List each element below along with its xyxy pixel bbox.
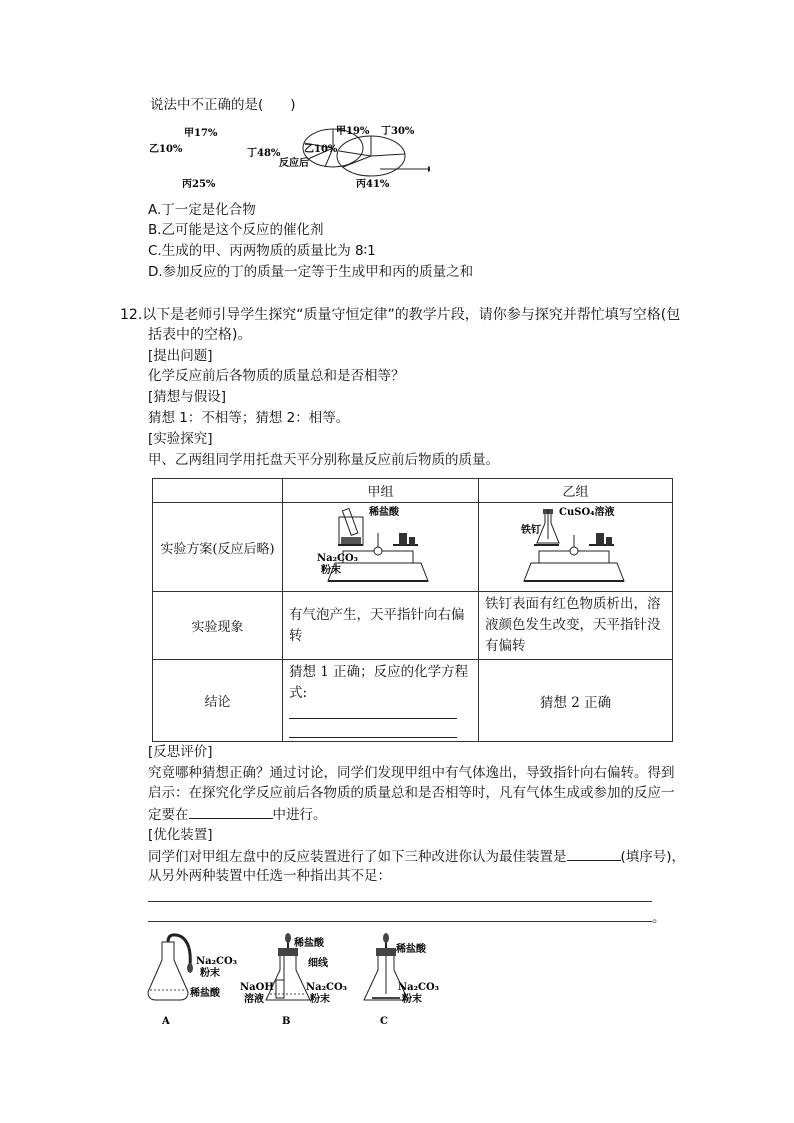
reflect-line3-a: 定要在 — [148, 807, 189, 823]
question-text: 化学反应前后各物质的质量总和是否相等？ — [148, 368, 405, 384]
device-a-powder: Na₂CO₃ — [196, 956, 238, 967]
heading-experiment: [实验探究] — [148, 431, 213, 447]
header-jia: 甲组 — [283, 479, 479, 503]
pie-after-label: 甲19% — [336, 126, 370, 137]
q11-option-a: A.丁一定是化合物 — [148, 202, 256, 218]
answer-line-2[interactable] — [148, 921, 652, 922]
q12-intro-line1: 12.以下是老师引导学生探究“质量守恒定律”的教学片段，请你参与探究并帮忙填写空格(包 — [120, 307, 681, 323]
row-phenomenon-label: 实验现象 — [153, 592, 283, 660]
jia-balance-figure — [283, 503, 478, 587]
reflect-line1: 究竟哪种猜想正确？通过讨论，同学们发现甲组中有气体逸出，导致指针向右偏转。得到 — [148, 765, 675, 781]
device-a — [148, 935, 237, 1027]
experiment-text: 甲、乙两组同学用托盘天平分别称量反应前后物质的质量。 — [148, 452, 499, 468]
device-b-powder: Na₂CO₃ — [306, 982, 348, 993]
optimize-line1-b: (填序号)， — [620, 849, 686, 865]
pie-after-divider — [339, 151, 371, 156]
pie-after-label: 丙41% — [356, 179, 390, 190]
optimize-line2: 从另外两种装置中任选一种指出其不足： — [148, 868, 391, 884]
q11-option-c: C.生成的甲、丙两物质的质量比为 8∶1 — [148, 243, 376, 259]
pie-labels-layer — [0, 0, 794, 200]
device-a-powder2: 粉末 — [200, 968, 220, 979]
equation-blank-1[interactable] — [289, 704, 457, 719]
answer-line-1[interactable] — [148, 901, 652, 902]
jia-phenomenon: 有气泡产生，天平指针向右偏转 — [283, 592, 479, 660]
pie-before-label: 丁48% — [247, 148, 281, 159]
pie-before-label: 甲17% — [184, 128, 218, 139]
row-plan-label: 实验方案(反应后略) — [153, 503, 283, 592]
table-row — [153, 592, 673, 660]
jia-acid-label: 稀盐酸 — [369, 507, 399, 518]
device-a-label: A — [162, 1016, 170, 1027]
device-c-label: C — [380, 1016, 388, 1027]
table-header-row — [153, 479, 673, 503]
equation-blank-2[interactable] — [289, 719, 457, 738]
hypothesis-text: 猜想 1：不相等；猜想 2：相等。 — [148, 410, 350, 426]
table-row — [153, 660, 673, 742]
pie-before-label: 乙10% — [149, 144, 183, 155]
q11-option-d: D.参加反应的丁的质量一定等于生成甲和丙的质量之和 — [148, 264, 474, 280]
q12-intro-line2: 括表中的空格)。 — [148, 327, 252, 343]
pie-after-label: 丁30% — [381, 126, 415, 137]
reflect-blank[interactable] — [189, 804, 273, 819]
device-c-acid: 稀盐酸 — [396, 944, 426, 955]
jia-powder-label2: 粉末 — [321, 565, 341, 576]
reflect-line3-b: 中进行。 — [272, 807, 327, 823]
device-b — [240, 933, 347, 1027]
row-conclusion-label: 结论 — [153, 660, 283, 742]
device-c-powder: Na₂CO₃ — [398, 982, 440, 993]
device-c-powder2: 粉末 — [402, 994, 422, 1005]
yi-nail-label: 铁钉 — [521, 525, 541, 536]
jia-conclusion: 猜想 1 正确；反应的化学方程式: — [289, 664, 469, 701]
yi-balance-figure — [479, 503, 672, 587]
jia-apparatus-cell — [283, 503, 479, 592]
device-b-acid: 稀盐酸 — [294, 938, 324, 949]
yi-phenomenon: 铁钉表面有红色物质析出，溶液颜色发生改变，天平指针没有偏转 — [479, 592, 673, 660]
optimize-line1-a: 同学们对甲组左盘中的反应装置进行了如下三种改进你认为最佳装置是 — [148, 849, 567, 865]
yi-conclusion: 猜想 2 正确 — [479, 660, 673, 742]
heading-reflect: [反思评价] — [148, 744, 213, 760]
reflect-line3 — [148, 804, 327, 825]
device-b-string: 细线 — [308, 958, 328, 969]
q11-option-b: B.乙可能是这个反应的催化剂 — [148, 222, 324, 238]
heading-hypothesis: [猜想与假设] — [148, 389, 227, 405]
heading-question: [提出问题] — [148, 348, 213, 364]
yi-apparatus-cell — [479, 503, 673, 592]
device-b-powder2: 粉末 — [310, 994, 330, 1005]
device-b-label: B — [282, 1016, 291, 1027]
yi-solution-label: CuSO₄溶液 — [559, 507, 615, 518]
experiment-table — [152, 478, 673, 742]
pie-after-divider — [343, 156, 371, 167]
header-yi: 乙组 — [479, 479, 673, 503]
arrow-label: 反应后 — [279, 158, 309, 169]
reflect-line2: 启示：在探究化学反应前后各物质的质量总和是否相等时，凡有气体生成或参加的反应一 — [148, 785, 675, 801]
device-c — [364, 933, 439, 1027]
answer-end-mark: 。 — [652, 910, 666, 926]
devices-figure — [140, 932, 460, 1032]
device-b-naoh2: 溶液 — [244, 994, 264, 1005]
best-device-blank[interactable] — [567, 846, 621, 861]
pie-after-divider — [371, 154, 405, 156]
pie-after-label: 乙10% — [304, 144, 338, 155]
device-b-naoh: NaOH — [240, 982, 274, 993]
pie-before-label: 丙25% — [182, 179, 216, 190]
jia-powder-label: Na₂CO₃ — [317, 553, 359, 564]
table-corner — [153, 479, 283, 503]
table-row — [153, 503, 673, 592]
jia-conclusion-cell — [283, 660, 479, 742]
device-a-acid: 稀盐酸 — [190, 988, 220, 999]
heading-optimize: [优化装置] — [148, 827, 213, 843]
optimize-line1 — [148, 846, 685, 867]
q11-stem-tail: 说法中不正确的是( ) — [150, 97, 296, 113]
